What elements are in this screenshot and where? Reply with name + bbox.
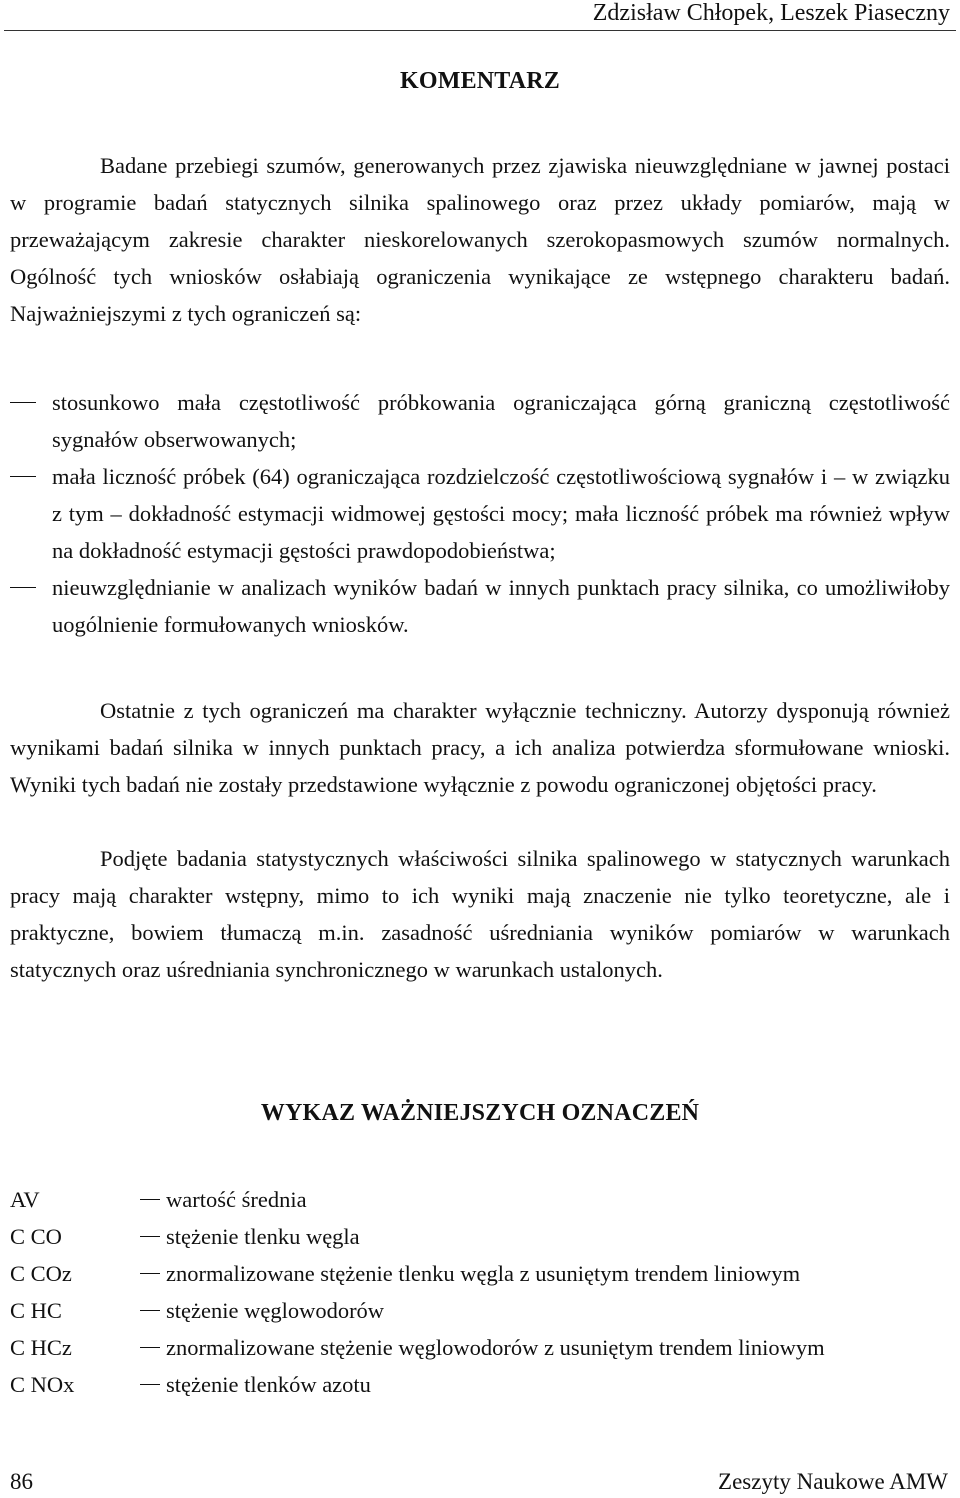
notation-definition: znormalizowane stężenie tlenku węgla z usuniętym trendem liniowym <box>166 1261 801 1286</box>
notation-definition: znormalizowane stężenie węglowodorów z usuniętym trendem liniowym <box>166 1335 825 1360</box>
dash-separator <box>140 1347 160 1348</box>
notation-definition-cell <box>138 1255 950 1292</box>
notation-symbol: C NOx <box>10 1372 75 1397</box>
notation-definition-cell <box>138 1366 950 1403</box>
dash-separator <box>140 1199 160 1200</box>
commentary-paragraph-2: Ostatnie z tych ograniczeń ma charakter wyłącznie techniczny. Autorzy dysponują również wynikami badań silnika w innych punktach pracy, a ich analiza potwierdza sformułowane wnioski. Wyniki tych badań nie zostały przedstawione wyłącznie z powodu ograniczonej objętości pracy. <box>10 698 950 797</box>
limitation-item <box>10 569 950 643</box>
notation-symbol: AV <box>10 1187 40 1212</box>
dash-bullet <box>10 587 36 588</box>
notation-symbol: C HC <box>10 1298 62 1323</box>
dash-bullet <box>10 402 36 403</box>
notation-definition-cell <box>138 1292 950 1329</box>
notation-entry <box>10 1181 950 1218</box>
dash-separator <box>140 1310 160 1311</box>
notation-definition-cell <box>138 1329 950 1366</box>
notation-entry <box>10 1329 950 1366</box>
limitation-item <box>10 458 950 569</box>
notation-symbol: C COz <box>10 1261 72 1286</box>
limitation-text: nieuwzględnianie w analizach wyników badań w innych punktach pracy silnika, co umożliwiłoby uogólnienie formułowanych wniosków. <box>52 575 950 637</box>
commentary-paragraph-3: Podjęte badania statystycznych właściwości silnika spalinowego w statycznych warunkach pracy mają charakter wstępny, mimo to ich wyniki mają znaczenie nie tylko teoretyczne, ale i praktyczne, bowiem tłumaczą m.in. zasadność uśredniania wyników pomiarów w warunkach statycznych oraz uśredniania synchronicznego w warunkach ustalonych. <box>10 846 950 982</box>
notation-symbol: C HCz <box>10 1335 72 1360</box>
notation-definition: stężenie węglowodorów <box>166 1298 385 1323</box>
commentary-intro-paragraph: Badane przebiegi szumów, generowanych przez zjawiska nieuwzględniane w jawnej postaci w programie badań statycznych silnika spalinowego oraz przez układy pomiarów, mają w przeważającym zakresie charakter nieskorelowanych szerokopasmowych szumów normalnych. Ogólność tych wniosków osłabiają ograniczenia wynikające ze wstępnego charakteru badań. Najważniejszymi z tych ograniczeń są: <box>10 153 950 326</box>
notation-symbol: C CO <box>10 1224 62 1249</box>
notation-entry <box>10 1218 950 1255</box>
header-authors: Zdzisław Chłopek, Leszek Piaseczny <box>592 0 950 26</box>
notation-definition: wartość średnia <box>166 1187 307 1212</box>
footer-journal-name: Zeszyty Naukowe AMW <box>718 1469 948 1494</box>
notation-entry <box>10 1255 950 1292</box>
notation-list <box>10 1181 950 1403</box>
notation-entry <box>10 1366 950 1403</box>
header-divider <box>4 30 956 31</box>
notation-definition: stężenie tlenku węgla <box>166 1224 360 1249</box>
notation-entry <box>10 1292 950 1329</box>
notation-definition-cell <box>138 1218 950 1255</box>
limitation-text: stosunkowo mała częstotliwość próbkowania ograniczająca górną graniczną częstotliwość sygnałów obserwowanych; <box>52 390 950 452</box>
dash-separator <box>140 1236 160 1237</box>
limitation-item <box>10 384 950 458</box>
notation-definition: stężenie tlenków azotu <box>166 1372 371 1397</box>
notation-title: WYKAZ WAŻNIEJSZYCH OZNACZEŃ <box>260 1100 700 1126</box>
page-number: 86 <box>10 1469 33 1494</box>
limitation-text: mała liczność próbek (64) ograniczająca rozdzielczość częstotliwościową sygnałów i – w związku z tym – dokładność estymacji widmowej gęstości mocy; mała liczność próbek ma również wpływ na dokładność estymacji gęstości prawdopodobieństwa; <box>52 464 950 563</box>
dash-bullet <box>10 476 36 477</box>
commentary-title: KOMENTARZ <box>399 68 561 94</box>
dash-separator <box>140 1273 160 1274</box>
dash-separator <box>140 1384 160 1385</box>
limitations-list <box>10 384 950 643</box>
notation-definition-cell <box>138 1181 950 1218</box>
